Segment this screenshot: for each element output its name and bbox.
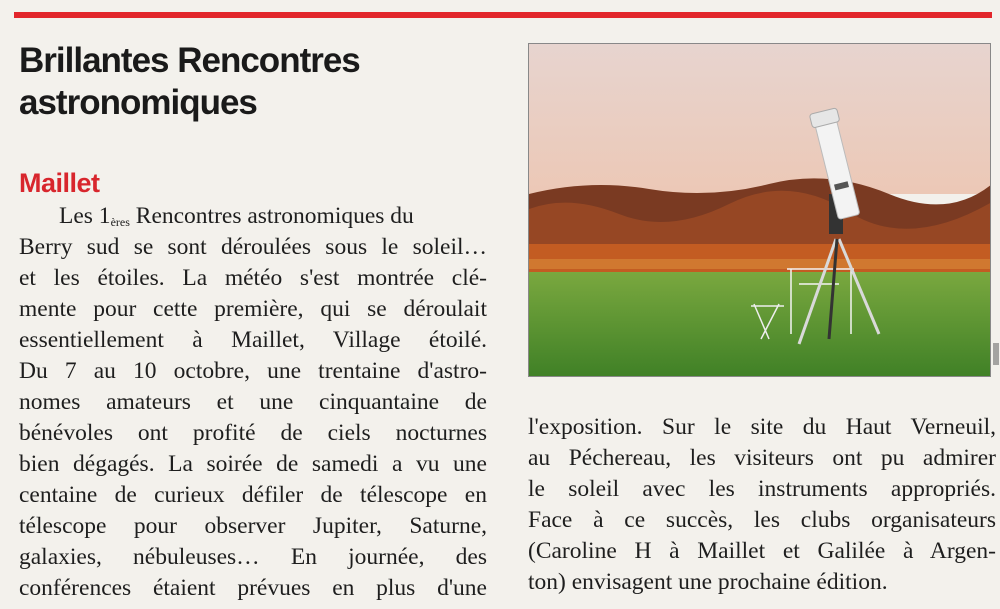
top-rule <box>14 12 992 18</box>
body-text: Les 1 <box>59 203 111 229</box>
article-column-2 <box>528 412 996 598</box>
body-line: conférences étaient prévues en plus d'une <box>19 575 487 601</box>
body-line: ton) envisagent une prochaine édition. <box>528 569 888 595</box>
body-line: télescope pour observer Jupiter, Saturne, <box>19 513 487 539</box>
location-kicker: Maillet <box>19 168 100 198</box>
body-line <box>19 201 487 232</box>
body-line: Face à ce succès, les clubs organisateurs <box>528 507 996 533</box>
grass <box>529 272 991 377</box>
headline-line: Brillantes Rencontres <box>19 41 360 80</box>
body-line: Du 7 au 10 octobre, une trentaine d'astro- <box>19 358 487 384</box>
body-line: bénévoles ont profité de ciels nocturnes <box>19 420 487 446</box>
telescope-photo-illustration <box>529 44 991 377</box>
body-line: centaine de curieux défiler de télescope en <box>19 482 487 508</box>
body-line: nomes amateurs et une cinquantaine de <box>19 389 487 415</box>
telescope-photo <box>528 43 991 377</box>
body-line: essentiellement à Maillet, Village étoilé. <box>19 327 487 353</box>
photo-credit-mark <box>993 343 999 365</box>
body-line: et les étoiles. La météo s'est montrée clé- <box>19 265 487 291</box>
body-line: le soleil avec les instruments appropriés. <box>528 476 996 502</box>
body-line: bien dégagés. La soirée de samedi a vu une <box>19 451 487 477</box>
headline-line: astronomiques <box>19 83 257 122</box>
body-text: Rencontres astronomiques du <box>129 203 414 229</box>
field-stripe <box>529 259 991 269</box>
body-line: (Caroline H à Maillet et Galilée à Argen- <box>528 538 996 564</box>
body-line: mente pour cette première, qui se déroulait <box>19 296 487 322</box>
body-line: l'exposition. Sur le site du Haut Verneuil, <box>528 414 996 440</box>
article-column-1 <box>19 201 487 604</box>
body-line: au Péchereau, les visiteurs ont pu admirer <box>528 445 996 471</box>
superscript: ères <box>110 215 130 229</box>
article-headline <box>19 40 499 124</box>
sky <box>529 44 991 194</box>
body-line: Berry sud se sont déroulées sous le soleil… <box>19 234 487 260</box>
body-line: galaxies, nébuleuses… En journée, des <box>19 544 487 570</box>
